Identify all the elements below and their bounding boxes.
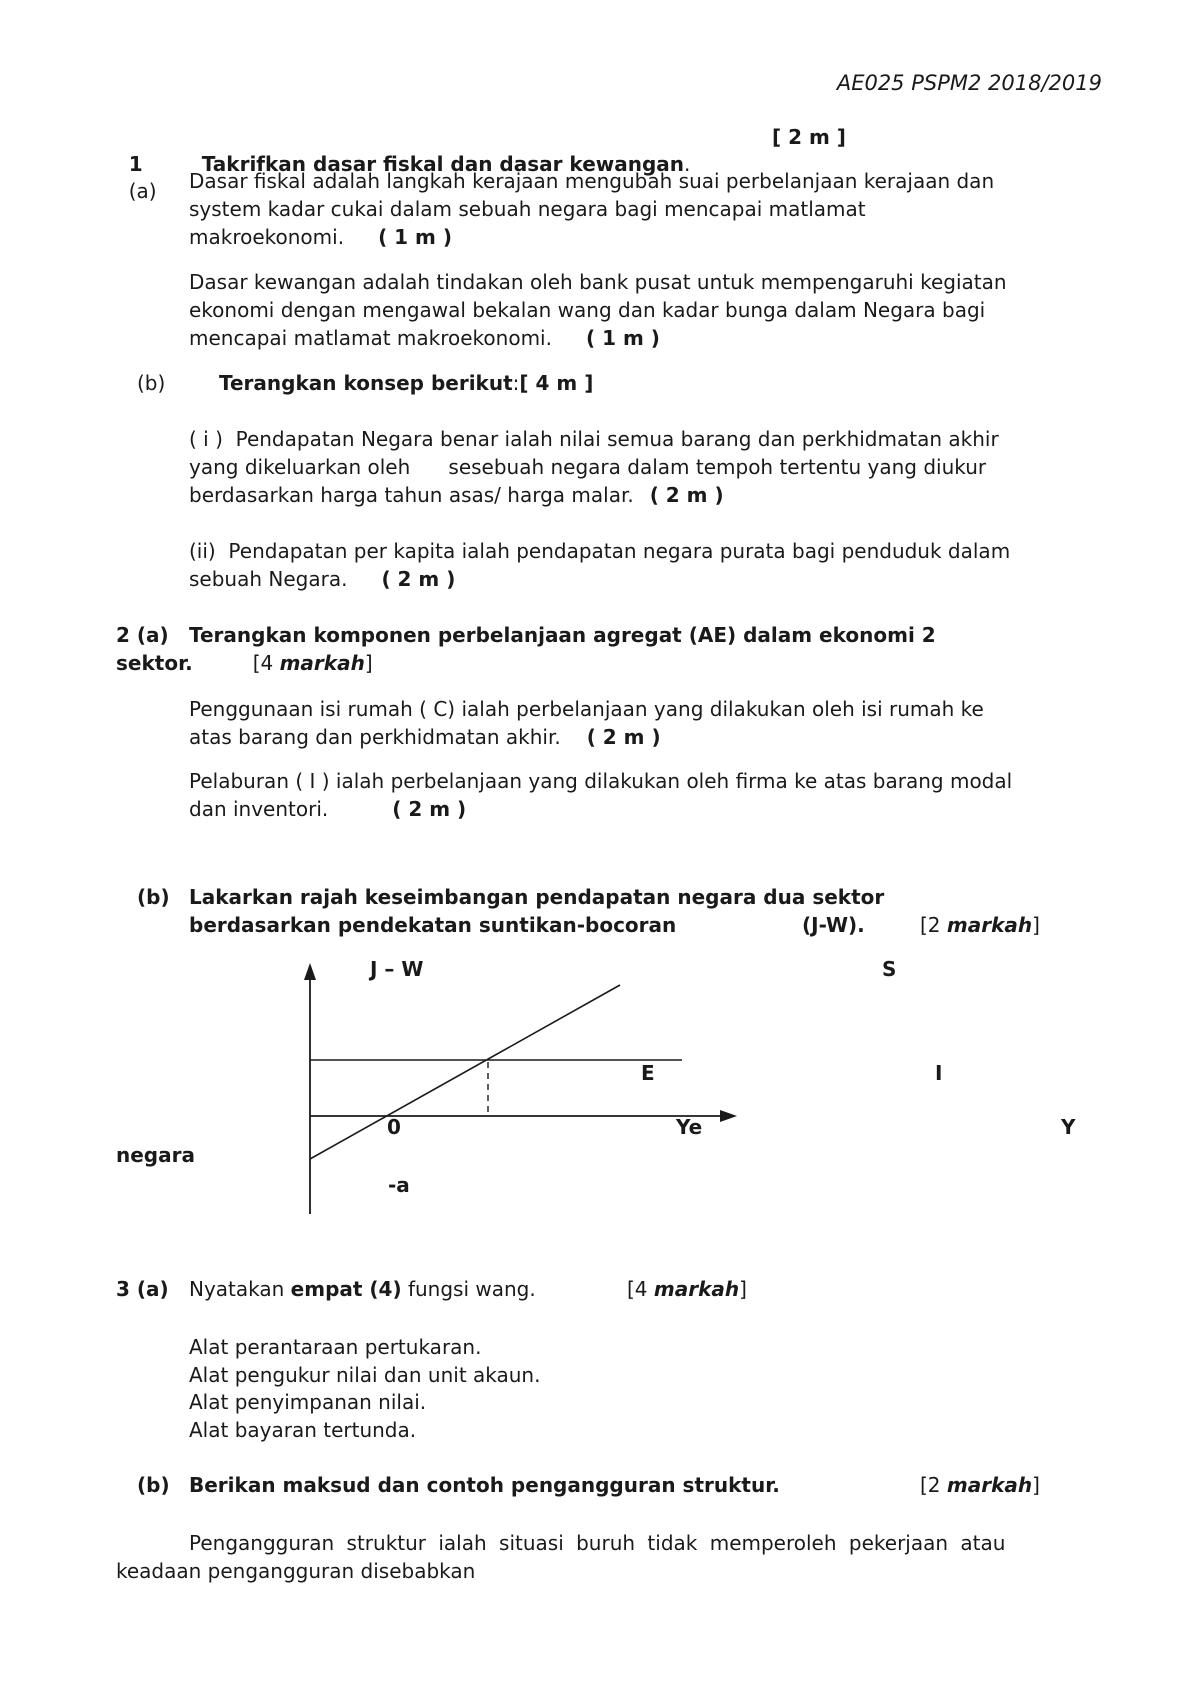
- diagram-jw-label: J – W: [370, 957, 424, 981]
- saving-line: [310, 985, 620, 1159]
- q1-number: [116, 124, 157, 205]
- q3a-text1: Nyatakan: [189, 1277, 291, 1301]
- q2a-title-line1: Terangkan komponen perbelanjaan agregat (AE) dalam ekonomi 2: [189, 623, 936, 647]
- q3a-function-1: Alat perantaraan pertukaran.: [189, 1335, 482, 1359]
- q1a-title: Takrifkan dasar fiskal dan dasar kewangan: [201, 152, 685, 176]
- q1a-marks: [ 2 m ]: [772, 125, 846, 149]
- q2b-marks-word: markah: [946, 913, 1033, 937]
- q2b-title-line1: Lakarkan rajah keseimbangan pendapatan negara dua sektor: [189, 885, 885, 909]
- q1a-answer2-text3: mencapai matlamat makroekonomi.: [189, 326, 552, 350]
- q2b-label: (b): [137, 885, 170, 909]
- q2a-answer1-marks: ( 2 m ): [586, 725, 661, 749]
- q3a-function-4: Alat bayaran tertunda.: [189, 1418, 417, 1442]
- q1a-answer2-line2: ekonomi dengan mengawal bekalan wang dan kadar bunga dalam Negara bagi: [189, 298, 986, 322]
- q3b-title: Berikan maksud dan contoh pengangguran struktur.: [189, 1473, 780, 1497]
- q2a-title-line2: [116, 650, 373, 677]
- q1b-marks: [ 4 m ]: [519, 371, 594, 395]
- q3b-marks-close: ]: [1032, 1473, 1040, 1497]
- q2a-marks: [253, 651, 373, 675]
- vertical-axis-arrow: [304, 963, 316, 980]
- q2a-answer1-line2: [189, 724, 661, 751]
- diagram-s-label: S: [882, 957, 897, 981]
- q2a-answer1-text2: atas barang dan perkhidmatan akhir.: [189, 725, 561, 749]
- q1a-answer1-line1: Dasar fiskal adalah langkah kerajaan mengubah suai perbelanjaan kerajaan dan: [189, 169, 995, 193]
- q3b-marks: [920, 1472, 1040, 1499]
- q1a-answer2-line3: [189, 325, 660, 352]
- q3a-text-bold: empat (4): [290, 1277, 402, 1301]
- q3a-marks: [627, 1276, 747, 1303]
- q2a-answer2-marks: ( 2 m ): [392, 797, 467, 821]
- q1b-colon: :: [512, 371, 520, 395]
- q3a-function-2: Alat pengukur nilai dan unit akaun.: [189, 1363, 541, 1387]
- q2a-answer2-line2: [189, 796, 466, 823]
- q1a-answer1-line2: system kadar cukai dalam sebuah negara bagi mencapai matlamat: [189, 197, 866, 221]
- q2a-answer2-line1: Pelaburan ( I ) ialah perbelanjaan yang dilakukan oleh firma ke atas barang modal: [189, 769, 1013, 793]
- q3a-question: [189, 1276, 536, 1303]
- q1-num: 1: [128, 152, 143, 176]
- q2a-answer1-line1: Penggunaan isi rumah ( C) ialah perbelanjaan yang dilakukan oleh isi rumah ke: [189, 697, 984, 721]
- q1a-answer1-text3: makroekonomi.: [189, 225, 345, 249]
- q3a-label: 3 (a): [116, 1277, 169, 1301]
- q2a-title-text2: sektor.: [116, 651, 193, 675]
- q1b-question: [219, 370, 593, 397]
- horizontal-axis-arrow: [720, 1110, 737, 1122]
- q1b-ii-marks: ( 2 m ): [381, 567, 456, 591]
- q3a-marks-close: ]: [739, 1277, 747, 1301]
- diagram-ye-label: Ye: [676, 1115, 703, 1139]
- q3a-marks-word: markah: [653, 1277, 740, 1301]
- q1a-answer1-marks: ( 1 m ): [378, 225, 452, 249]
- diagram-negara-label: negara: [116, 1143, 195, 1167]
- q3a-function-3: Alat penyimpanan nilai.: [189, 1390, 427, 1414]
- q1b-label: (b): [137, 371, 166, 395]
- diagram-zero-label: 0: [387, 1115, 401, 1139]
- q3b-marks-word: markah: [946, 1473, 1033, 1497]
- q2a-label: 2 (a): [116, 623, 169, 647]
- document-code: AE025 PSPM2 2018/2019: [836, 71, 1102, 95]
- q2b-marks: [920, 912, 1040, 939]
- injection-leakage-diagram: [300, 960, 750, 1220]
- q3b-answer-line2: keadaan pengangguran disebabkan: [116, 1559, 476, 1583]
- q1a-answer1-line3: [189, 224, 452, 251]
- q1a-answer2-line1: Dasar kewangan adalah tindakan oleh bank pusat untuk mempengaruhi kegiatan: [189, 270, 1007, 294]
- q3a-text2: fungsi wang.: [401, 1277, 536, 1301]
- q1b-i-text3: berdasarkan harga tahun asas/ harga malar.: [189, 483, 634, 507]
- q1b-i-line3: [189, 482, 724, 509]
- q3b-label: (b): [137, 1473, 170, 1497]
- q3b-answer-line1: Pengangguran struktur ialah situasi buruh tidak memperoleh pekerjaan atau: [189, 1531, 1006, 1555]
- q2a-marks-close: ]: [364, 651, 373, 675]
- q1a-period: .: [684, 152, 691, 176]
- q1a-answer2-marks: ( 1 m ): [585, 326, 660, 350]
- diagram-y-label: Y: [1061, 1115, 1076, 1139]
- diagram-i-label: I: [935, 1061, 943, 1085]
- q1b-i-line1: ( i ) Pendapatan Negara benar ialah nilai semua barang dan perkhidmatan akhir: [189, 427, 999, 451]
- q1b-title: Terangkan konsep berikut: [219, 371, 513, 395]
- q2a-marks-open: [4: [252, 651, 280, 675]
- diagram-neg-a-label: -a: [388, 1173, 410, 1197]
- q1b-i-marks: ( 2 m ): [649, 483, 724, 507]
- q2b-marks-close: ]: [1032, 913, 1040, 937]
- q1a-label: (a): [128, 179, 157, 203]
- q2b-title-line2: berdasarkan pendekatan suntikan-bocoran: [189, 913, 677, 937]
- diagram-e-label: E: [641, 1061, 655, 1085]
- q2a-marks-word: markah: [279, 651, 365, 675]
- q1b-ii-line2: [189, 566, 455, 593]
- q3a-marks-open: [4: [627, 1277, 654, 1301]
- q1b-ii-line1: (ii) Pendapatan per kapita ialah pendapatan negara purata bagi penduduk dalam: [189, 539, 1011, 563]
- q2a-answer2-text2: dan inventori.: [189, 797, 329, 821]
- q1b-i-line2: yang dikeluarkan oleh sesebuah negara dalam tempoh tertentu yang diukur: [189, 455, 987, 479]
- q2b-title-jw: (J-W).: [802, 913, 865, 937]
- q2b-marks-open: [2: [920, 913, 947, 937]
- q3b-marks-open: [2: [920, 1473, 947, 1497]
- q1b-ii-text2: sebuah Negara.: [189, 567, 348, 591]
